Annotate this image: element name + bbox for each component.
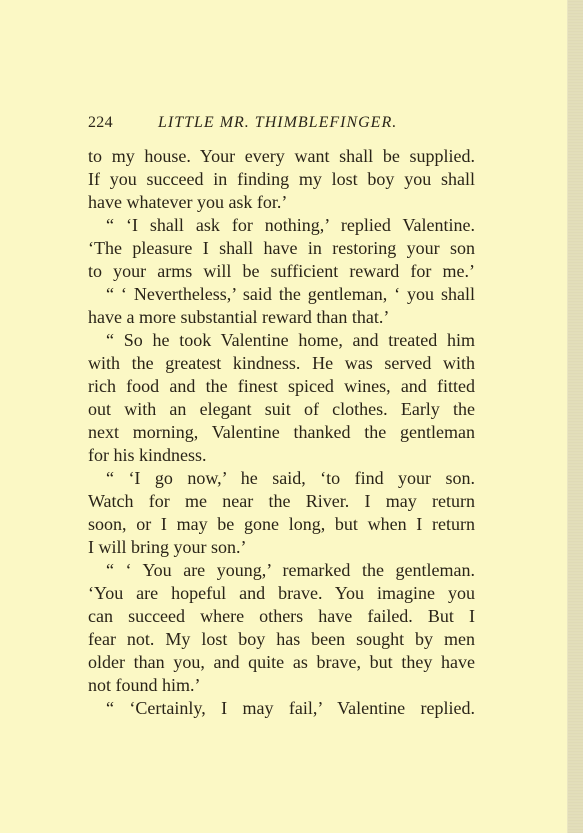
paragraph (88, 214, 475, 283)
text-line: to your arms will be sufficient reward for me.’ (88, 261, 475, 281)
paragraph (88, 283, 475, 329)
page-header (88, 112, 475, 134)
text-line: If you succeed in finding my lost boy you shall (88, 169, 475, 189)
paragraph (88, 697, 475, 720)
text-line: out with an elegant suit of clothes. Early the (88, 399, 475, 419)
text-line: “ ‘I go now,’ he said, ‘to find your son. (106, 468, 475, 488)
body-text (88, 145, 475, 720)
text-line: older than you, and quite as brave, but they have (88, 652, 475, 672)
text-line: ‘You are hopeful and brave. You imagine you (88, 583, 475, 603)
text-line: can succeed where others have failed. But I (88, 606, 475, 626)
page-number: 224 (88, 114, 113, 131)
text-line: not found him.’ (88, 675, 201, 695)
text-line: to my house. Your every want shall be supplied. (88, 146, 475, 166)
text-line: soon, or I may be gone long, but when I return (88, 514, 475, 534)
running-head: LITTLE MR. THIMBLEFINGER. (158, 114, 398, 131)
page-edge (567, 0, 583, 833)
text-line: “ ‘Certainly, I may fail,’ Valentine replied. (106, 698, 475, 718)
text-line: for his kindness. (88, 445, 207, 465)
text-line: fear not. My lost boy has been sought by men (88, 629, 475, 649)
text-line: with the greatest kindness. He was served with (88, 353, 475, 373)
text-line: ‘The pleasure I shall have in restoring your son (88, 238, 475, 258)
text-line: rich food and the finest spiced wines, and fitted (88, 376, 475, 396)
text-line: Watch for me near the River. I may return (88, 491, 475, 511)
paragraph (88, 467, 475, 559)
text-line: “ ‘ You are young,’ remarked the gentleman. (106, 560, 475, 580)
text-line: “ ‘I shall ask for nothing,’ replied Valentine. (106, 215, 475, 235)
text-line: I will bring your son.’ (88, 537, 247, 557)
text-line: “ So he took Valentine home, and treated him (106, 330, 475, 350)
text-line: have whatever you ask for.’ (88, 192, 288, 212)
paragraph (88, 559, 475, 697)
text-line: have a more substantial reward than that.’ (88, 307, 390, 327)
text-line: next morning, Valentine thanked the gentleman (88, 422, 475, 442)
paragraph (88, 329, 475, 467)
text-line: “ ‘ Nevertheless,’ said the gentleman, ‘ you shall (106, 284, 475, 304)
paragraph (88, 145, 475, 214)
